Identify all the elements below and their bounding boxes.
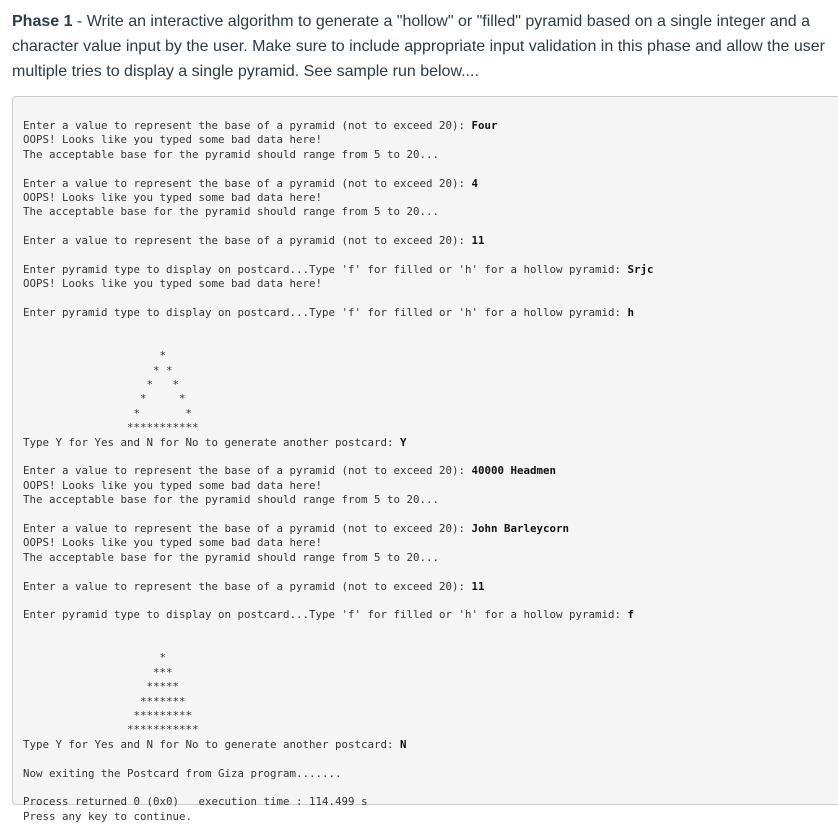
console-line-text: OOPS! Looks like you typed some bad data here!: [23, 190, 323, 204]
console-line-text: The acceptable base for the pyramid should range from 5 to 20...: [23, 205, 440, 219]
console-line: [23, 565, 654, 579]
console-line: [23, 666, 654, 680]
console-line-text: Press any key to continue.: [23, 809, 193, 823]
console-line: [23, 680, 654, 694]
console-line-text: Process returned 0 (0x0) execution time : 114.499 s: [23, 795, 368, 809]
console-line: [23, 464, 654, 478]
console-line: [23, 220, 654, 234]
console-line-text: Now exiting the Postcard from Giza program.......: [23, 766, 342, 780]
console-user-input: 11: [471, 234, 485, 248]
console-line: [23, 349, 654, 363]
console-line: [23, 623, 654, 637]
console-user-input: 4: [471, 176, 479, 190]
console-user-input: 11: [471, 579, 485, 593]
console-line: [23, 392, 654, 406]
console-line-text: Type Y for Yes and N for No to generate another postcard:: [23, 737, 401, 751]
console-line: [23, 493, 654, 507]
console-line: [23, 738, 654, 752]
console-line-text: * *: [23, 363, 173, 377]
console-line-text: * *: [23, 392, 186, 406]
console-line-text: *: [23, 349, 167, 363]
console-line-text: OOPS! Looks like you typed some bad data here!: [23, 536, 323, 550]
console-line: [23, 450, 654, 464]
console-line-text: * *: [23, 406, 193, 420]
console-line-text: OOPS! Looks like you typed some bad data here!: [23, 133, 323, 147]
console-line: [23, 767, 654, 781]
console-line: [23, 320, 654, 334]
console-line: [23, 263, 654, 277]
phase-description: - Write an interactive algorithm to generate a "hollow" or "filled" pyramid based on a single integer and a character value input by the user. Make sure to include appropriate input validation in this phase and allow the user multiple tries to display a single pyramid. See sample run below....: [12, 13, 825, 80]
console-line-text: The acceptable base for the pyramid should range from 5 to 20...: [23, 493, 440, 507]
console-line: [23, 580, 654, 594]
console-line: [23, 292, 654, 306]
console-line-text: *: [23, 651, 167, 665]
console-line: [23, 594, 654, 608]
console-line-text: Type Y for Yes and N for No to generate another postcard:: [23, 435, 401, 449]
console-line: [23, 637, 654, 651]
console-line-text: Enter a value to represent the base of a pyramid (not to exceed 20):: [23, 521, 472, 535]
console-user-input: Srjc: [627, 262, 654, 276]
console-line: [23, 695, 654, 709]
console-line-text: *****: [23, 680, 180, 694]
console-user-input: h: [627, 306, 635, 320]
phase-label: Phase 1: [12, 13, 73, 30]
console-line: [23, 133, 654, 147]
console-line: [23, 551, 654, 565]
console-line: [23, 191, 654, 205]
console-line: [23, 421, 654, 435]
console-line: [23, 522, 654, 536]
console-line: [23, 709, 654, 723]
console-line: [23, 249, 654, 263]
console-line: [23, 177, 654, 191]
console-line: [23, 479, 654, 493]
console-line-text: OOPS! Looks like you typed some bad data here!: [23, 478, 323, 492]
console-line: [23, 508, 654, 522]
console-line: [23, 407, 654, 421]
console-line-text: *********: [23, 709, 193, 723]
console-line-text: The acceptable base for the pyramid should range from 5 to 20...: [23, 550, 440, 564]
console-line-text: * *: [23, 378, 180, 392]
console-user-input: John Barleycorn: [471, 521, 570, 535]
console-line: [23, 795, 654, 809]
console-line-text: Enter a value to represent the base of a pyramid (not to exceed 20):: [23, 119, 472, 132]
console-user-input: Y: [400, 435, 407, 449]
console-line-text: ***********: [23, 421, 199, 435]
console-line: [23, 205, 654, 219]
console-line: [23, 148, 654, 162]
console-line: [23, 119, 654, 133]
console-line-text: OOPS! Looks like you typed some bad data here!: [23, 277, 323, 291]
console-line: [23, 277, 654, 291]
console-line-text: Enter a value to represent the base of a pyramid (not to exceed 20):: [23, 579, 472, 593]
console-user-input: N: [400, 737, 407, 751]
console-output: [23, 119, 654, 824]
console-line: [23, 781, 654, 795]
console-line: [23, 306, 654, 320]
console-line: [23, 536, 654, 550]
console-line-text: Enter a value to represent the base of a pyramid (not to exceed 20):: [23, 176, 472, 190]
console-line: [23, 752, 654, 766]
console-line: [23, 810, 654, 824]
console-line-text: ***********: [23, 723, 199, 737]
console-line-text: Enter a value to represent the base of a pyramid (not to exceed 20):: [23, 464, 472, 478]
console-line: [23, 335, 654, 349]
console-line: [23, 162, 654, 176]
console-user-input: 40000 Headmen: [471, 464, 557, 478]
sample-run-box: [12, 96, 838, 823]
console-line-text: Enter pyramid type to display on postcard...Type 'f' for filled or 'h' for a hollow pyramid:: [23, 608, 628, 622]
console-line-text: ***: [23, 665, 173, 679]
console-line-text: Enter pyramid type to display on postcard...Type 'f' for filled or 'h' for a hollow pyramid:: [23, 262, 628, 276]
console-user-input: Four: [471, 119, 498, 132]
console-line-text: Enter pyramid type to display on postcard...Type 'f' for filled or 'h' for a hollow pyramid:: [23, 306, 628, 320]
console-line-text: The acceptable base for the pyramid should range from 5 to 20...: [23, 147, 440, 161]
console-line: [23, 608, 654, 622]
assignment-description: [12, 9, 830, 84]
console-line: [23, 234, 654, 248]
console-user-input: f: [627, 608, 635, 622]
console-line: [23, 436, 654, 450]
console-line: [23, 723, 654, 737]
console-line-text: *******: [23, 694, 186, 708]
console-line: [23, 364, 654, 378]
console-line: [23, 378, 654, 392]
console-line: [23, 651, 654, 665]
console-line-text: Enter a value to represent the base of a pyramid (not to exceed 20):: [23, 234, 472, 248]
